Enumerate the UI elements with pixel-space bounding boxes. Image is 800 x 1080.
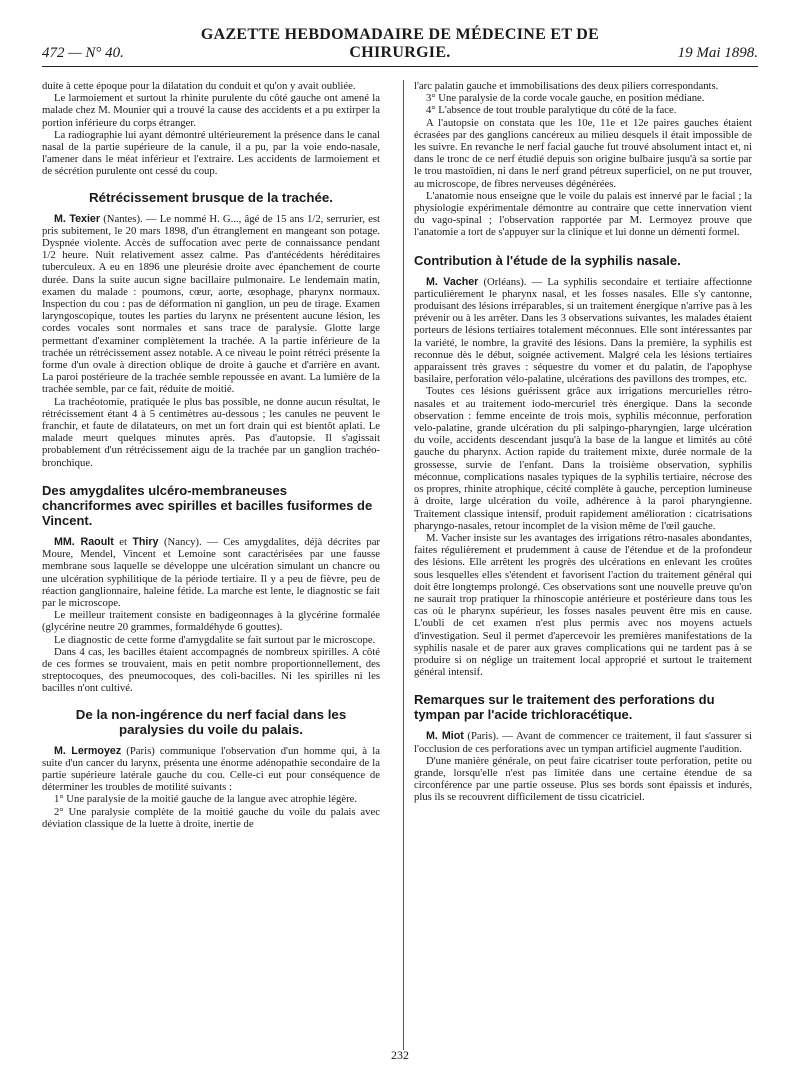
paragraph — [42, 536, 380, 609]
paragraph: l'arc palatin gauche et immobilisations des deux piliers correspondants. — [414, 80, 719, 92]
section-title: Des amygdalites ulcéro-membraneuses chancriformes avec spirilles et bacilles fusiformes de Vincent. — [42, 482, 373, 528]
author-name: Thiry — [132, 535, 159, 548]
author-name: M. Miot — [426, 730, 464, 743]
paragraph: M. Vacher insiste sur les avantages des irrigations rétro-nasales abondantes, faites régulièrement et prudemment à cause de l'étendue et de la profondeur des lésions. Elle arrêtent les progrès des ulcérations en enlevant les croûtes sous lesquelles elles s'étendent et favorisent l'action du traitement général qui doit être longtemps prolongé. Ces observations sont une nouvelle preuve qu'on ne saurait trop pratiquer la rhinoscopie antérieure et postérieure dans tous les cas où le pharynx supérieur, les fosses nasales peuvent être mis en cause. L'oubli de cet examen n'est plus permis avec nos moyens actuels d'investigation. Seul il permet d'apercevoir les premières manifestations de la syphilis nasale et de parer aux graves complications qui ne tardent pas à se produire si on néglige un traitement local approprié et surtout le traitement général intensif. — [414, 531, 752, 679]
issue-date: 19 Mai 1898. — [677, 45, 758, 61]
paragraph — [42, 745, 380, 794]
paragraph: 1° Une paralysie de la moitié gauche de la langue avec atrophie légère. — [54, 793, 358, 806]
paragraph: duite à cette époque pour la dilatation du conduit et qu'on y avait oubliée. — [42, 80, 356, 92]
author-name: M. Texier — [54, 212, 101, 225]
paragraph: D'une manière générale, on peut faire cicatriser toute perforation, petite ou grande, lorsqu'elle n'est pas limitée dans une certaine étendue de sa circonférence par une partie osseuse. Plus ses bords sont épaissis et indurés, plus ils se recouvrent difficilement de tissu cicatriciel. — [414, 754, 752, 804]
paragraph: 4° L'absence de tout trouble paralytique du côté de la face. — [426, 104, 677, 117]
column-divider — [403, 80, 404, 1050]
paragraph-text: (Nantes). — Le nommé H. G..., âgé de 15 ans 1/2, serrurier, est pris subitement, le 20 mars 1898, d'un étranglement en mangeant son potage. Dyspnée violente. Accès de suffocation avec perte de connaissance pendant 1/2 heure. Nuit relativement assez calme. Pas d'antécédents héréditaires tuberculeux. A eu en 1896 une pleurésie droite avec épanchement de courte durée. Dans la suite aucun signe bacillaire pulmonaire. Le lendemain matin, examen du malade : poumons, cœur, aorte, œsophage, pharynx normaux. Inspection du cou : pas de déformation ni ganglion, un peu de tirage. Examen laryngoscopique, toutes les parties du larynx ne présentent aucune lésion, les cordes vocales sont normales et sans trace de paralysie. Glotte large permettant d'examiner complètement la trachée. A la partie inférieure de la trachée un rétrécissement assez notable. A ce niveau le point rétréci présente la forme d'un ovale à direction oblique de droite à gauche et d'arrière en avant. La paroi postérieure de la trachée semble repoussée en avant. La lumière de la trachée semble, par ce fait, réduite de moitié. — [42, 212, 380, 396]
section-title: Remarques sur le traitement des perforations du tympan par l'acide trichloracétique. — [414, 692, 715, 723]
paragraph — [42, 213, 380, 396]
paragraph-text: (Nancy). — Ces amygdalites, déjà décrites par Moure, Mendel, Vincent et Lemoine sont caractérisées par une fausse membrane sous laquelle se développe une ulcération simulant un chancre ou une ulcération syphilitique de la période tertiaire. Il y a peu de fièvre, peu de réaction ganglionnaire, haleine fétide. La marche est lente, le diagnostic se fait par le microscope. — [42, 535, 380, 609]
paragraph: 2° Une paralysie complète de la moitié gauche du voile du palais avec déviation classique de la luette à droite, inertie de — [42, 805, 380, 830]
connector-text: et — [113, 535, 133, 548]
paragraph: Le diagnostic de cette forme d'amygdalite se fait surtout par le microscope. — [54, 633, 376, 646]
author-name: MM. Raoult — [54, 535, 114, 548]
paragraph: Le larmoiement et surtout la rhinite purulente du côté gauche ont amené la malade chez M. Mounier qui a trouvé la cause des accidents et a pu extirper la portion inférieure du corps étranger. — [42, 92, 380, 129]
journal-title: GAZETTE HEBDOMADAIRE DE MÉDECINE ET DE CHIRURGIE. — [200, 26, 600, 61]
paragraph: Le meilleur traitement consiste en badigeonnages à la glycérine formalée (glycérine neutre 20 grammes, formaldéhyde 6 gouttes). — [42, 609, 380, 634]
section-title: Rétrécissement brusque de la trachée. — [89, 189, 333, 205]
section-title: Contribution à l'étude de la syphilis nasale. — [414, 252, 681, 268]
paragraph: A l'autopsie on constata que les 10e, 11e et 12e paires gauches étaient écrasées par des ganglions cancéreux au milieu desquels il était impossible de les suivre. En revanche le nerf facial gauche fut trouvé absolument intact et, ni dans le tronc de ce nerf étudié depuis son origine bulbaire jusqu'à sa sortie par le trou mastoïdien, ni dans le nerf grand pétreux superficiel, on ne put trouver, au microscope, de fibres nerveuses dégénérées. — [414, 116, 752, 190]
paragraph: L'anatomie nous enseigne que le voile du palais est innervé par le facial ; la physiologie expérimentale démontre au contraire que cette innervation vient du vago-spinal ; l'observation rapportée par M. Lermoyez prouve que l'anatomie a tort de s'appuyer sur la clinique et lui donne un démenti formel. — [414, 189, 752, 239]
paragraph-text: (Orléans). — La syphilis secondaire et tertiaire affectionne particulièrement le pharynx nasal, et les fosses nasales. Elle s'y cantonne, produisant des lésions irréparables, si un traitement énergique n'arrive pas à les prévenir ou à les arrêter. Dans les 3 observations suivantes, les malades étaient porteurs de lésions tertiaires totalement méconnues. Elle sont intéressantes par la variété, le nombre, la gravité des lésions. Dans la première, la syphilis est reconnue dès le début, soignée activement. Malgré cela les lésions tertiaires apparaissent très graves : séquestre du vomer et du palatin, de l'apophyse basilaire, perforation vélo-palatine, ulcérations des pavillons des trompes, etc. — [414, 275, 752, 386]
paragraph: La radiographie lui ayant démontré ultérieurement la présence dans le canal nasal de la partie supérieure de la canule, il a pu, par la voie endo-nasale, l'amener dans le méat inférieur et l'extraire. Les accidents de larmoiement et de sécrétion purulente ont cessé du coup. — [42, 128, 380, 178]
section-title: De la non-ingérence du nerf facial dans les paralysies du voile du palais. — [75, 706, 347, 737]
running-header — [42, 26, 758, 67]
paragraph — [414, 276, 752, 386]
left-column — [42, 80, 380, 830]
paragraph-text: (Paris). — Avant de commencer ce traitement, il faut s'assurer si l'occlusion de ces perforations avec un tympan artificiel augmente l'audition. — [414, 730, 752, 755]
author-name: M. Vacher — [426, 275, 479, 288]
paragraph: Dans 4 cas, les bacilles étaient accompagnés de nombreux spirilles. A côté de ces formes se trouvaient, mais en petit nombre proportionnellement, des streptocoques, des pneumocoques, des coli-bacilles. Ni les spirilles ni les bacilles n'ont cultivé. — [42, 645, 380, 695]
page-number: 232 — [391, 1048, 409, 1062]
paragraph: Toutes ces lésions guérissent grâce aux irrigations mercurielles rétro-nasales et au traitement iodo-mercuriel très énergique. Dans la seconde observation : femme enceinte de trois mois, syphilis méconnue, perforation velo-palatine, grande ulcération du pli salpingo-pharyngien, large ulcération du voile, accidents descendant jusqu'à la base de la langue et limités au côté gauche du pharynx. Action rapide du traitement mixte, durée normale de la grossesse, survie de l'enfant. Dans la troisième observation, syphilis méconnue, complications nasales typiques de la syphilis tertiaire, nécrose des os propres, rhinite atrophique, cécité complète à gauche, perception lumineuse à droite, large ulcération du voile, adhérence à la paroi pharyngienne. Traitement classique intensif, produit rapidement amélioration : cicatrisations pharyngo-nasales, retour incomplet de la vision même de l'œil gauche. — [414, 385, 752, 532]
paragraph — [414, 730, 752, 754]
page-issue: 472 — N° 40. — [42, 45, 124, 61]
paragraph: La trachéotomie, pratiquée le plus bas possible, ne donne aucun résultat, le rétrécissement étant 4 à 5 centimètres au-dessous ; les canules ne peuvent le franchir, et faute de dilatateurs, on met un fort drain qui est bientôt aplati. Le malade meurt quelques minutes après. Pas d'autopsie. Il s'agissait probablement d'un rétrécissement aigu de la trachée par un ganglion trachéo-bronchique. — [42, 395, 380, 469]
right-column — [414, 80, 752, 804]
author-name: M. Lermoyez — [54, 744, 122, 757]
paragraph: 3° Une paralysie de la corde vocale gauche, en position médiane. — [426, 92, 705, 105]
paragraph-text: (Paris) communique l'observation d'un homme qui, à la suite d'un cancer du larynx, présenta une énorme adénopathie secondaire de la partie supérieure latérale gauche du cou. Celle-ci eut pour conséquence de déterminer les troubles de motilité suivants : — [42, 744, 380, 794]
